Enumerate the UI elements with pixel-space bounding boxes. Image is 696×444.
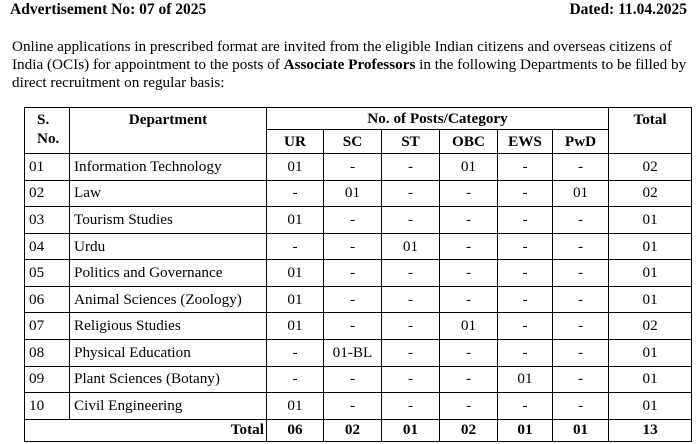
- row-cell-st: -: [382, 180, 440, 207]
- row-cell-pwd: -: [553, 340, 609, 367]
- row-total: 02: [609, 154, 692, 181]
- intro-paragraph: [12, 38, 692, 92]
- row-department: Religious Studies: [70, 313, 267, 340]
- row-department: Information Technology: [70, 154, 267, 181]
- department-header: Department: [70, 108, 267, 154]
- document-header: [10, 1, 687, 21]
- row-cell-st: -: [382, 260, 440, 287]
- row-sno: 05: [25, 260, 70, 287]
- row-cell-sc: -: [324, 313, 382, 340]
- row-cell-ews: -: [498, 154, 553, 181]
- row-cell-obc: 01: [440, 154, 498, 181]
- row-cell-pwd: -: [553, 260, 609, 287]
- advertisement-date: Dated: 11.04.2025: [569, 1, 687, 18]
- row-cell-st: -: [382, 393, 440, 420]
- table-row: [25, 313, 692, 340]
- sno-header-line2: No.: [37, 130, 60, 147]
- total-cell-sc: 02: [324, 419, 382, 441]
- row-cell-ews: -: [498, 233, 553, 260]
- row-cell-obc: -: [440, 393, 498, 420]
- row-sno: 04: [25, 233, 70, 260]
- row-total: 01: [609, 393, 692, 420]
- row-cell-obc: 01: [440, 313, 498, 340]
- row-total: 02: [609, 313, 692, 340]
- row-cell-ur: 01: [267, 393, 324, 420]
- row-sno: 03: [25, 207, 70, 234]
- row-cell-obc: -: [440, 180, 498, 207]
- row-cell-ews: 01: [498, 366, 553, 393]
- intro-post-name: Associate Professors: [283, 56, 416, 73]
- row-department: Politics and Governance: [70, 260, 267, 287]
- intro-text-before: Online applications in prescribed format are invited from the eligible Indian citizens and overseas citizens of India (OCIs) for appointment to the posts of: [12, 38, 673, 73]
- row-cell-st: -: [382, 154, 440, 181]
- row-cell-ur: 01: [267, 313, 324, 340]
- row-cell-pwd: -: [553, 393, 609, 420]
- row-cell-ews: -: [498, 340, 553, 367]
- row-cell-ur: -: [267, 366, 324, 393]
- row-cell-ur: 01: [267, 207, 324, 234]
- row-cell-pwd: 01: [553, 180, 609, 207]
- sno-header-line1: S.: [37, 111, 50, 128]
- row-cell-ews: -: [498, 286, 553, 313]
- row-cell-ews: -: [498, 180, 553, 207]
- advertisement-number: Advertisement No: 07 of 2025: [10, 1, 207, 18]
- row-cell-pwd: -: [553, 154, 609, 181]
- category-header-st: ST: [382, 130, 440, 154]
- row-total: 01: [609, 260, 692, 287]
- row-cell-st: -: [382, 207, 440, 234]
- row-sno: 09: [25, 366, 70, 393]
- row-cell-st: 01: [382, 233, 440, 260]
- posts-table: [24, 107, 692, 442]
- row-cell-ur: 01: [267, 260, 324, 287]
- row-cell-ews: -: [498, 207, 553, 234]
- row-cell-pwd: -: [553, 207, 609, 234]
- row-cell-st: -: [382, 286, 440, 313]
- row-cell-obc: -: [440, 207, 498, 234]
- row-cell-ur: 01: [267, 286, 324, 313]
- row-cell-pwd: -: [553, 286, 609, 313]
- row-cell-sc: 01: [324, 180, 382, 207]
- row-department: Physical Education: [70, 340, 267, 367]
- row-cell-ur: -: [267, 233, 324, 260]
- totals-row: [25, 419, 692, 441]
- row-department: Tourism Studies: [70, 207, 267, 234]
- row-cell-ur: 01: [267, 154, 324, 181]
- row-cell-sc: -: [324, 393, 382, 420]
- category-header: No. of Posts/Category: [267, 108, 609, 130]
- row-total: 01: [609, 207, 692, 234]
- table-row: [25, 340, 692, 367]
- row-cell-st: -: [382, 313, 440, 340]
- row-department: Plant Sciences (Botany): [70, 366, 267, 393]
- row-cell-sc: -: [324, 286, 382, 313]
- row-department: Animal Sciences (Zoology): [70, 286, 267, 313]
- category-header-ews: EWS: [498, 130, 553, 154]
- sno-header: [25, 108, 70, 154]
- total-header: Total: [609, 108, 692, 154]
- table-row: [25, 233, 692, 260]
- total-cell-ur: 06: [267, 419, 324, 441]
- row-sno: 07: [25, 313, 70, 340]
- row-cell-sc: -: [324, 233, 382, 260]
- row-cell-ur: -: [267, 340, 324, 367]
- row-cell-sc: -: [324, 154, 382, 181]
- row-sno: 02: [25, 180, 70, 207]
- row-sno: 01: [25, 154, 70, 181]
- table-row: [25, 260, 692, 287]
- category-header-ur: UR: [267, 130, 324, 154]
- row-cell-pwd: -: [553, 313, 609, 340]
- row-department: Civil Engineering: [70, 393, 267, 420]
- row-department: Urdu: [70, 233, 267, 260]
- category-header-obc: OBC: [440, 130, 498, 154]
- row-total: 02: [609, 180, 692, 207]
- row-total: 01: [609, 233, 692, 260]
- row-cell-sc: 01-BL: [324, 340, 382, 367]
- row-total: 01: [609, 366, 692, 393]
- table-row: [25, 207, 692, 234]
- table-row: [25, 393, 692, 420]
- row-total: 01: [609, 340, 692, 367]
- total-cell-obc: 02: [440, 419, 498, 441]
- row-sno: 08: [25, 340, 70, 367]
- row-cell-sc: -: [324, 260, 382, 287]
- row-cell-st: -: [382, 366, 440, 393]
- total-cell-ews: 01: [498, 419, 553, 441]
- category-header-pwd: PwD: [553, 130, 609, 154]
- total-cell-st: 01: [382, 419, 440, 441]
- row-cell-pwd: -: [553, 233, 609, 260]
- totals-label: Total: [25, 419, 267, 441]
- row-cell-obc: -: [440, 260, 498, 287]
- total-cell-pwd: 01: [553, 419, 609, 441]
- row-cell-obc: -: [440, 233, 498, 260]
- category-header-sc: SC: [324, 130, 382, 154]
- row-department: Law: [70, 180, 267, 207]
- row-cell-st: -: [382, 340, 440, 367]
- table-row: [25, 154, 692, 181]
- table-row: [25, 366, 692, 393]
- row-cell-obc: -: [440, 366, 498, 393]
- table-row: [25, 180, 692, 207]
- row-cell-obc: -: [440, 286, 498, 313]
- grand-total: 13: [609, 419, 692, 441]
- intro-text-after: in the following Departments to be filled by direct recruitment on regular basis:: [12, 56, 687, 91]
- row-total: 01: [609, 286, 692, 313]
- table-row: [25, 286, 692, 313]
- row-cell-pwd: -: [553, 366, 609, 393]
- row-cell-sc: -: [324, 207, 382, 234]
- row-cell-ews: -: [498, 313, 553, 340]
- row-cell-ur: -: [267, 180, 324, 207]
- row-cell-ews: -: [498, 260, 553, 287]
- row-cell-obc: -: [440, 340, 498, 367]
- row-cell-sc: -: [324, 366, 382, 393]
- row-sno: 10: [25, 393, 70, 420]
- row-sno: 06: [25, 286, 70, 313]
- row-cell-ews: -: [498, 393, 553, 420]
